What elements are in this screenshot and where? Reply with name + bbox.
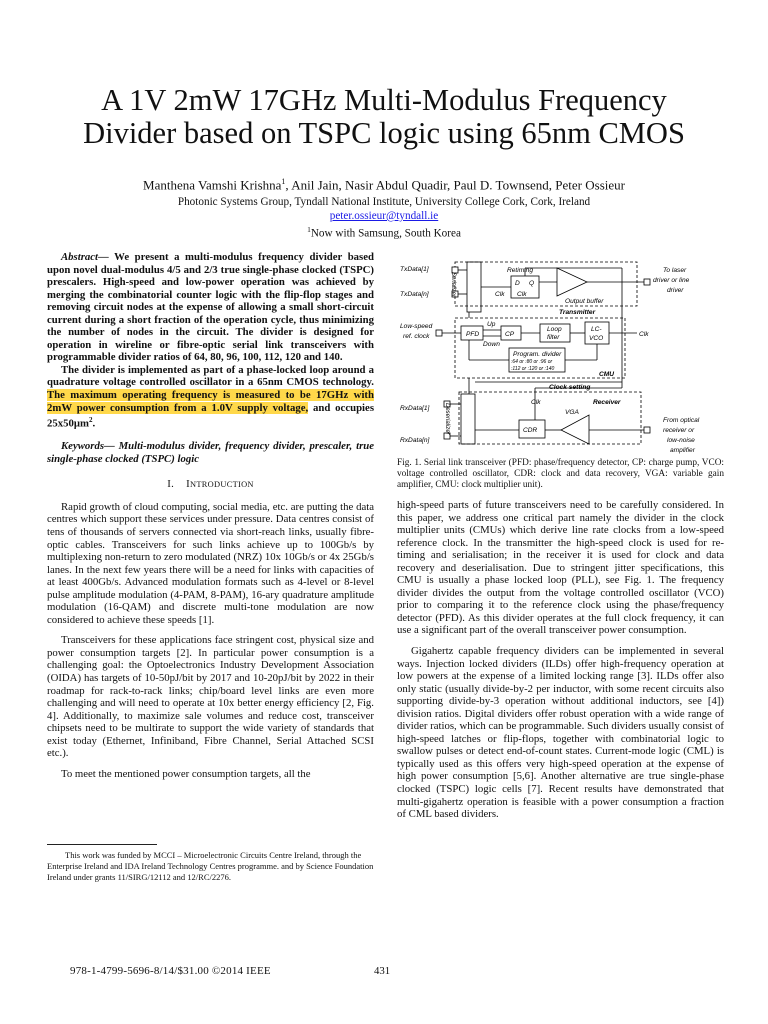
title-line-2: Divider based on TSPC logic using 65nm CMOS [83,116,685,150]
keywords-paragraph: Keywords— Multi-modulus divider, frequency divider, prescaler, true single-phase clocked (TSPC) logic [47,440,374,465]
fig-label-to-laser-2: driver or line [653,277,690,284]
intro-paragraph-2: Transceivers for these applications face stringent cost, physical size and power consumption targets [2]. In particular power consumption is a challenging goal: the Optoelectronics Industry Development Association (OIDA) has targets of 10-50pJ/bit by 2017 and 10-20pJ/bit by 2022 in their roadmap for rack-to-rack links; chip/board level links are even more challenging and will need to operate at 10x better energy efficiency [2, Fig. 4]. Additionally, to maximize sale volumes and reduce cost, transceiver chipsets need to be multirate to support the wide variety of standards that exist today (Ethernet, Infiniband, Fibre Channel, Serial Attached SCSI etc.). [47,634,374,760]
affiliation-note: Now with Samsung, South Korea [310,227,461,240]
transceiver-figure [397,258,727,456]
fig-label-output-buffer: Output buffer [565,298,604,305]
first-author: Manthena Vamshi Krishna [143,177,282,193]
serializer-block [467,262,481,312]
fig-label-clk2: Clk [495,291,505,298]
fig-label-clk4: Clk [531,399,541,406]
fig-label-cmu: CMU [599,371,615,378]
fig-label-from-2: receiver or [663,427,695,434]
figure-caption: Fig. 1. Serial link transceiver (PFD: phase/frequency detector, CP: charge pump, VCO: voltage controlled oscillator, CDR: clock and data recovery, VGA: variable gain amplifier, CMU: clock multiplier unit). [397,458,724,491]
fig-label-from-1: From optical [663,417,700,424]
left-column [47,251,374,780]
fig-label-up: Up [487,321,496,328]
fig-label-to-laser-1: To laser [663,267,687,274]
fig-label-prog: Program. divider [513,351,562,358]
ref-clock-terminal [436,330,442,336]
fig-label-txn: TxData[n] [400,291,429,298]
keywords-label: Keywords— [61,440,115,453]
fig-label-cp: CP [505,331,515,338]
body-paragraph-2: Gigahertz capable frequency dividers can be implemented in several ways. Injection locked dividers (ILDs) offer high-frequency operation at low powers at the expense of a limited locking range [3]. ILDs offer also only static (usually divide-by-2 per inductor, with some recent circuits also supporting divide-by-3 operation without additional inductors, see [4]) division ratios. Digital dividers offer robust operation with a wide range of divider ratios, which can be programmable. Such dividers usually consist of high-speed latches or flip-flops, together with combinatorial logic to swallow pulses or detect end-of-count states. Current-mode logic (CML) is typically used as this offers very high-speed operation at the expense of high power consumption [5,6]. Another alternative are true single-phase clocked (TSPC) logic cells [7]. Recent results have demonstrated that multi-gigahertz operation is feasible with a power consumption a fraction of CML based dividers. [397,645,724,821]
vga-triangle [561,415,589,444]
fig-label-loop-2: filter [547,334,560,341]
paper-title [40,84,728,150]
page-number: 431 [374,965,391,977]
affiliation: Photonic Systems Group, Tyndall National Institute, University College Cork, Cork, Ireland [177,196,591,208]
fig-label-q: Q [529,280,535,287]
fig-label-cdr: CDR [523,427,538,434]
fig-label-retiming: Retiming [507,267,534,274]
body-paragraph-1: high-speed parts of future transceivers need to be carefully considered. In this paper, we address one critical part namely the divider in the clock multiplier units (CMUs) which derive line rate clocks from a low-speed reference clock. In the transmitter the high-speed clock is used for re-timing and serialisation; in the receiver it is used for clock and data recovery and deserialisation. Due to stringent jitter specifications, this CMU is usually a phase locked loop (PLL), see Fig. 1. The frequency divider divides the output from the voltage controlled oscillator (VCO) prior to comparing it to the reference clock using the phase/frequency detector (PFD). As this divider operates at the full clock frequency, it can use a significant part of the overall transceiver power consumption. [397,499,724,637]
fig-label-serializer: Serializer [450,272,456,298]
fig-label-rxp: RxData[1] [400,405,430,412]
author-list [40,177,728,193]
intro-paragraph-1: Rapid growth of cloud computing, social media, etc. are putting the data centres which support these services under pressure. Data centres consist of tens of thousands of servers connected via short-reach links, usually fibre-optic cables. Transceivers for such links achieve up to 100Gb/s by multiplexing non-return to zero modulated (NRZ) 10x 10Gb/s or 4x 25Gb/s lanes. In the next few years there will be a need for links with capacities of at least 400Gb/s. Advanced modulation formats such as 4-level or 8-level pulse amplitude modulation (4-PAM, 8-PAM), 16-ary quadrature amplitude modulation (16-QAM) and discrete multi-tone modulation are now considered to achieve these speeds [1]. [47,500,374,626]
fig-label-lowspeed-2: ref. clock [403,333,430,340]
deserializer-block [461,394,475,444]
fig-label-vco: VCO [589,335,604,342]
copyright-line: 978-1-4799-5696-8/14/$31.00 ©2014 IEEE [70,965,271,977]
fig-label-ratios-1: :64 or :80 or :96 or [511,359,553,365]
fig-label-loop-1: Loop [547,326,562,333]
author-superscript: 1 [281,177,286,186]
fig-label-ratios-2: :112 or :120 or :140 [511,366,555,372]
footnote-divider [47,844,157,845]
right-column [397,499,724,821]
other-authors: , Anil Jain, Nasir Abdul Quadir, Paul D. Townsend, Peter Ossieur [285,177,625,193]
affiliation-block [40,195,728,241]
fig-label-clk3: Clk [639,331,649,338]
abstract-label: Abstract— [61,251,109,263]
footnote: This work was funded by MCCI – Microelectronic Circuits Centre Ireland, through the Enterprise Ireland and IDA Ireland Technology Centres programme. and by Science Foundation Ireland under grants 11/SIRG/12112 and 12/RC/2276. [47,850,374,882]
fig-label-from-4: amplifier [670,447,695,454]
fig-label-lc: LC- [591,326,602,333]
fig-label-rxn: RxData[n] [400,437,430,444]
fig-label-from-3: low-noise [667,437,695,444]
fig-label-receiver: Receiver [593,399,621,406]
fig-label-lowspeed-1: Low-speed [400,323,433,330]
email-link[interactable]: peter.ossieur@tyndall.ie [329,210,439,222]
title-line-1: A 1V 2mW 17GHz Multi-Modulus Frequency [101,83,667,117]
abstract-paragraph-2: The divider is implemented as part of a phase-locked loop around a quadrature voltage controlled oscillator in a 65nm CMOS technology. The maximum operating frequency is measured to be 17GHz with 2mW power consumption from a 1.0V supply voltage, and occupies $25x50\mu m^2$. [47,363,374,430]
tx-output-terminal [644,279,650,285]
fig-label-vga: VGA [565,409,579,416]
abstract-paragraph: Abstract— We present a multi-modulus frequency divider based upon novel dual-modulus 4/5 and 2/3 true single-phase clocked (TSPC) prescalers. High-speed and low-power operation was achieved by merging the combinatorial counter logic with the flip-flop stages and removing circuit nodes at the expense of allowing a small short-circuit current during a short fraction of the operation cycle, thus minimizing the number of nodes in the circuit. The divider is designed for operation in wireline or fibre-optic serial link transceivers with programmable divider ratios of 64, 80, 96, 100, 112, 120 and 140. [47,251,374,364]
rx-input-terminal [644,427,650,433]
fig-label-down: Down [483,341,500,348]
transmitter-box [455,262,637,306]
note-superscript: 1 [307,225,311,234]
fig-label-clock-setting: Clock setting [549,384,591,391]
section-heading: I. INTRODUCTION [167,478,254,491]
fig-label-pfd: PFD [466,331,480,338]
fig-label-deserializer: Deserializer [444,403,450,435]
highlighted-text: The maximum operating frequency is measured to be 17GHz with 2mW power consumption from a 1.0V supply voltage, [47,389,374,414]
fig-label-clk1: Clk [517,291,527,298]
intro-paragraph-3: To meet the mentioned power consumption targets, all the [61,767,311,780]
fig-label-transmitter: Transmitter [559,309,596,316]
output-buffer-triangle [557,268,587,296]
fig-label-d: D [515,280,520,287]
fig-label-to-laser-3: driver [667,287,684,294]
fig-label-txp: TxData[1] [400,266,429,273]
